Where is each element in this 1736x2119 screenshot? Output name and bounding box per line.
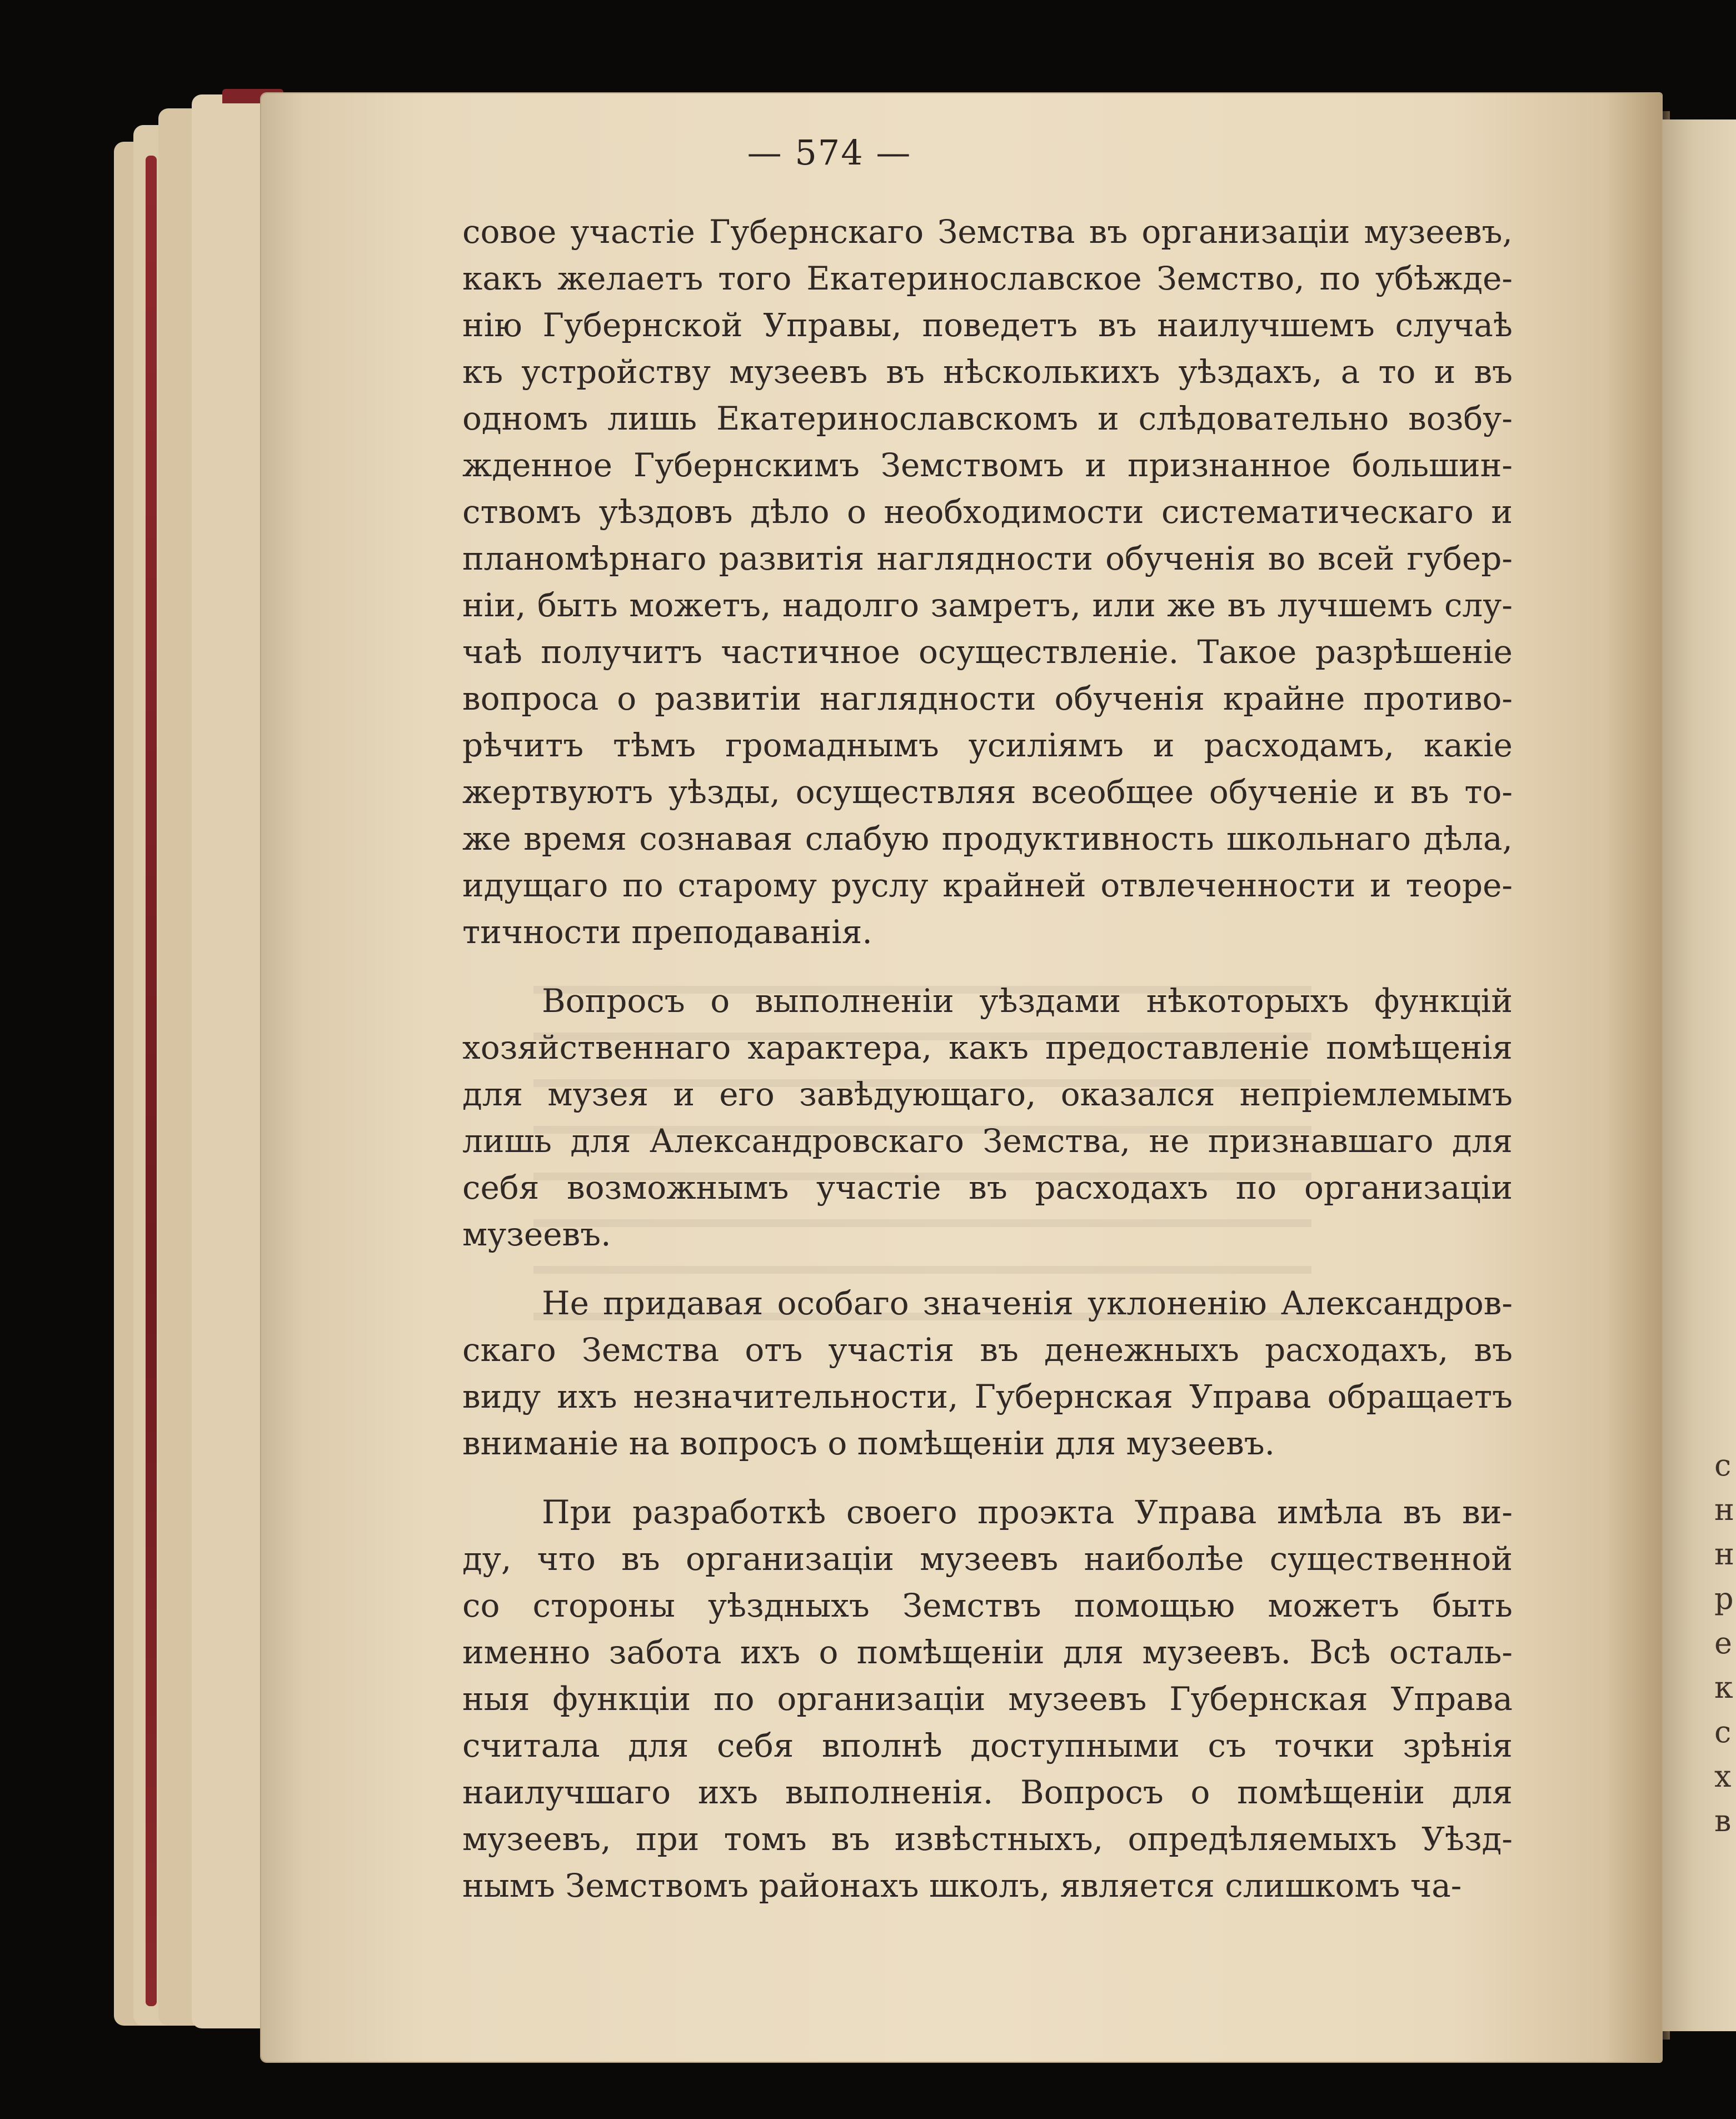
text-line: ствомъ уѣздовъ дѣло о необходимости систематическаго и <box>462 493 1513 531</box>
text-line: музеевъ, при томъ въ извѣстныхъ, опредѣляемыхъ Уѣзд- <box>462 1820 1513 1858</box>
text-line: нію Губернской Управы, поведетъ въ наилучшемъ случаѣ <box>462 306 1513 344</box>
facing-page-letter: к <box>1714 1670 1733 1705</box>
text-line: жертвуютъ уѣзды, осуществляя всеобщее обученіе и въ то- <box>462 773 1513 811</box>
text-line: виду ихъ незначительности, Губернская Управа обращаетъ <box>462 1378 1513 1415</box>
text-line: хозяйственнаго характера, какъ предоставленіе помѣщенія <box>462 1029 1513 1066</box>
facing-page-letter: в <box>1714 1803 1732 1838</box>
text-line: себя возможнымъ участіе въ расходахъ по организаціи <box>462 1169 1513 1206</box>
paragraph <box>462 978 1513 1258</box>
text-line: вопроса о развитіи наглядности обученія крайне противо- <box>462 680 1513 717</box>
facing-page <box>1659 119 1736 2031</box>
facing-page-letter: с <box>1714 1448 1732 1483</box>
text-line: къ устройству музеевъ въ нѣсколькихъ уѣздахъ, а то и въ <box>462 353 1513 391</box>
text-line: для музея и его завѣдующаго, оказался непріемлемымъ <box>462 1075 1513 1113</box>
text-line: скаго Земства отъ участія въ денежныхъ расходахъ, въ <box>462 1331 1513 1369</box>
facing-page-letter: р <box>1714 1581 1734 1616</box>
page-number: — 574 — <box>747 132 912 173</box>
text-line: планомѣрнаго развитія наглядности обученія во всей губер- <box>462 540 1513 577</box>
text-line: При разработкѣ своего проэкта Управа имѣла въ ви- <box>542 1493 1513 1531</box>
text-line: одномъ лишь Екатеринославскомъ и слѣдовательно возбу- <box>462 400 1513 437</box>
text-line: именно забота ихъ о помѣщеніи для музеевъ. Всѣ осталь- <box>462 1633 1513 1671</box>
text-line: считала для себя вполнѣ доступными съ точки зрѣнія <box>462 1727 1513 1764</box>
text-line: ніи, быть можетъ, надолго замретъ, или же въ лучшемъ слу- <box>462 586 1513 624</box>
paragraph <box>462 1489 1513 1909</box>
text-line: рѣчитъ тѣмъ громаднымъ усиліямъ и расходамъ, какіе <box>462 726 1513 764</box>
paragraph-gap <box>462 955 1513 978</box>
facing-page-letter: х <box>1714 1759 1732 1794</box>
book-page <box>261 93 1662 2062</box>
text-line: нымъ Земствомъ районахъ школъ, является слишкомъ ча- <box>462 1867 1462 1904</box>
text-line: совое участіе Губернскаго Земства въ организаціи музеевъ, <box>462 213 1513 251</box>
red-ribbon-edge <box>146 156 157 2006</box>
paragraph-gap <box>462 1467 1513 1489</box>
page-body <box>462 208 1513 1909</box>
facing-page-letter: е <box>1714 1626 1732 1661</box>
text-line: лишь для Александровскаго Земства, не признавшаго для <box>462 1122 1513 1160</box>
paragraph-gap <box>462 1258 1513 1280</box>
text-line: же время сознавая слабую продуктивность школьнаго дѣла, <box>462 820 1513 857</box>
facing-page-letter: н <box>1714 1492 1734 1527</box>
text-line: музеевъ. <box>462 1215 611 1253</box>
paragraph <box>462 208 1513 955</box>
text-line: Не придавая особаго значенія уклоненію Александров- <box>542 1284 1513 1322</box>
text-line: тичности преподаванія. <box>462 913 872 951</box>
text-line: жденное Губернскимъ Земствомъ и признанное большин- <box>462 446 1513 484</box>
text-line: ду, что въ организаціи музеевъ наиболѣе существенной <box>462 1540 1513 1578</box>
text-line: наилучшаго ихъ выполненія. Вопросъ о помѣщеніи для <box>462 1773 1513 1811</box>
facing-page-letter: н <box>1714 1537 1734 1572</box>
text-line: вниманіе на вопросъ о помѣщеніи для музеевъ. <box>462 1424 1275 1462</box>
text-line: какъ желаетъ того Екатеринославское Земство, по убѣжде- <box>462 260 1513 297</box>
text-line: идущаго по старому руслу крайней отвлеченности и теоре- <box>462 866 1513 904</box>
text-line: Вопросъ о выполненіи уѣздами нѣкоторыхъ функцій <box>542 982 1513 1020</box>
text-line: ныя функціи по организаціи музеевъ Губернская Управа <box>462 1680 1513 1718</box>
text-line: со стороны уѣздныхъ Земствъ помощью можетъ быть <box>462 1587 1513 1624</box>
paragraph <box>462 1280 1513 1467</box>
text-line: чаѣ получитъ частичное осуществленіе. Такое разрѣшеніе <box>462 633 1513 671</box>
facing-page-letter: с <box>1714 1714 1732 1749</box>
